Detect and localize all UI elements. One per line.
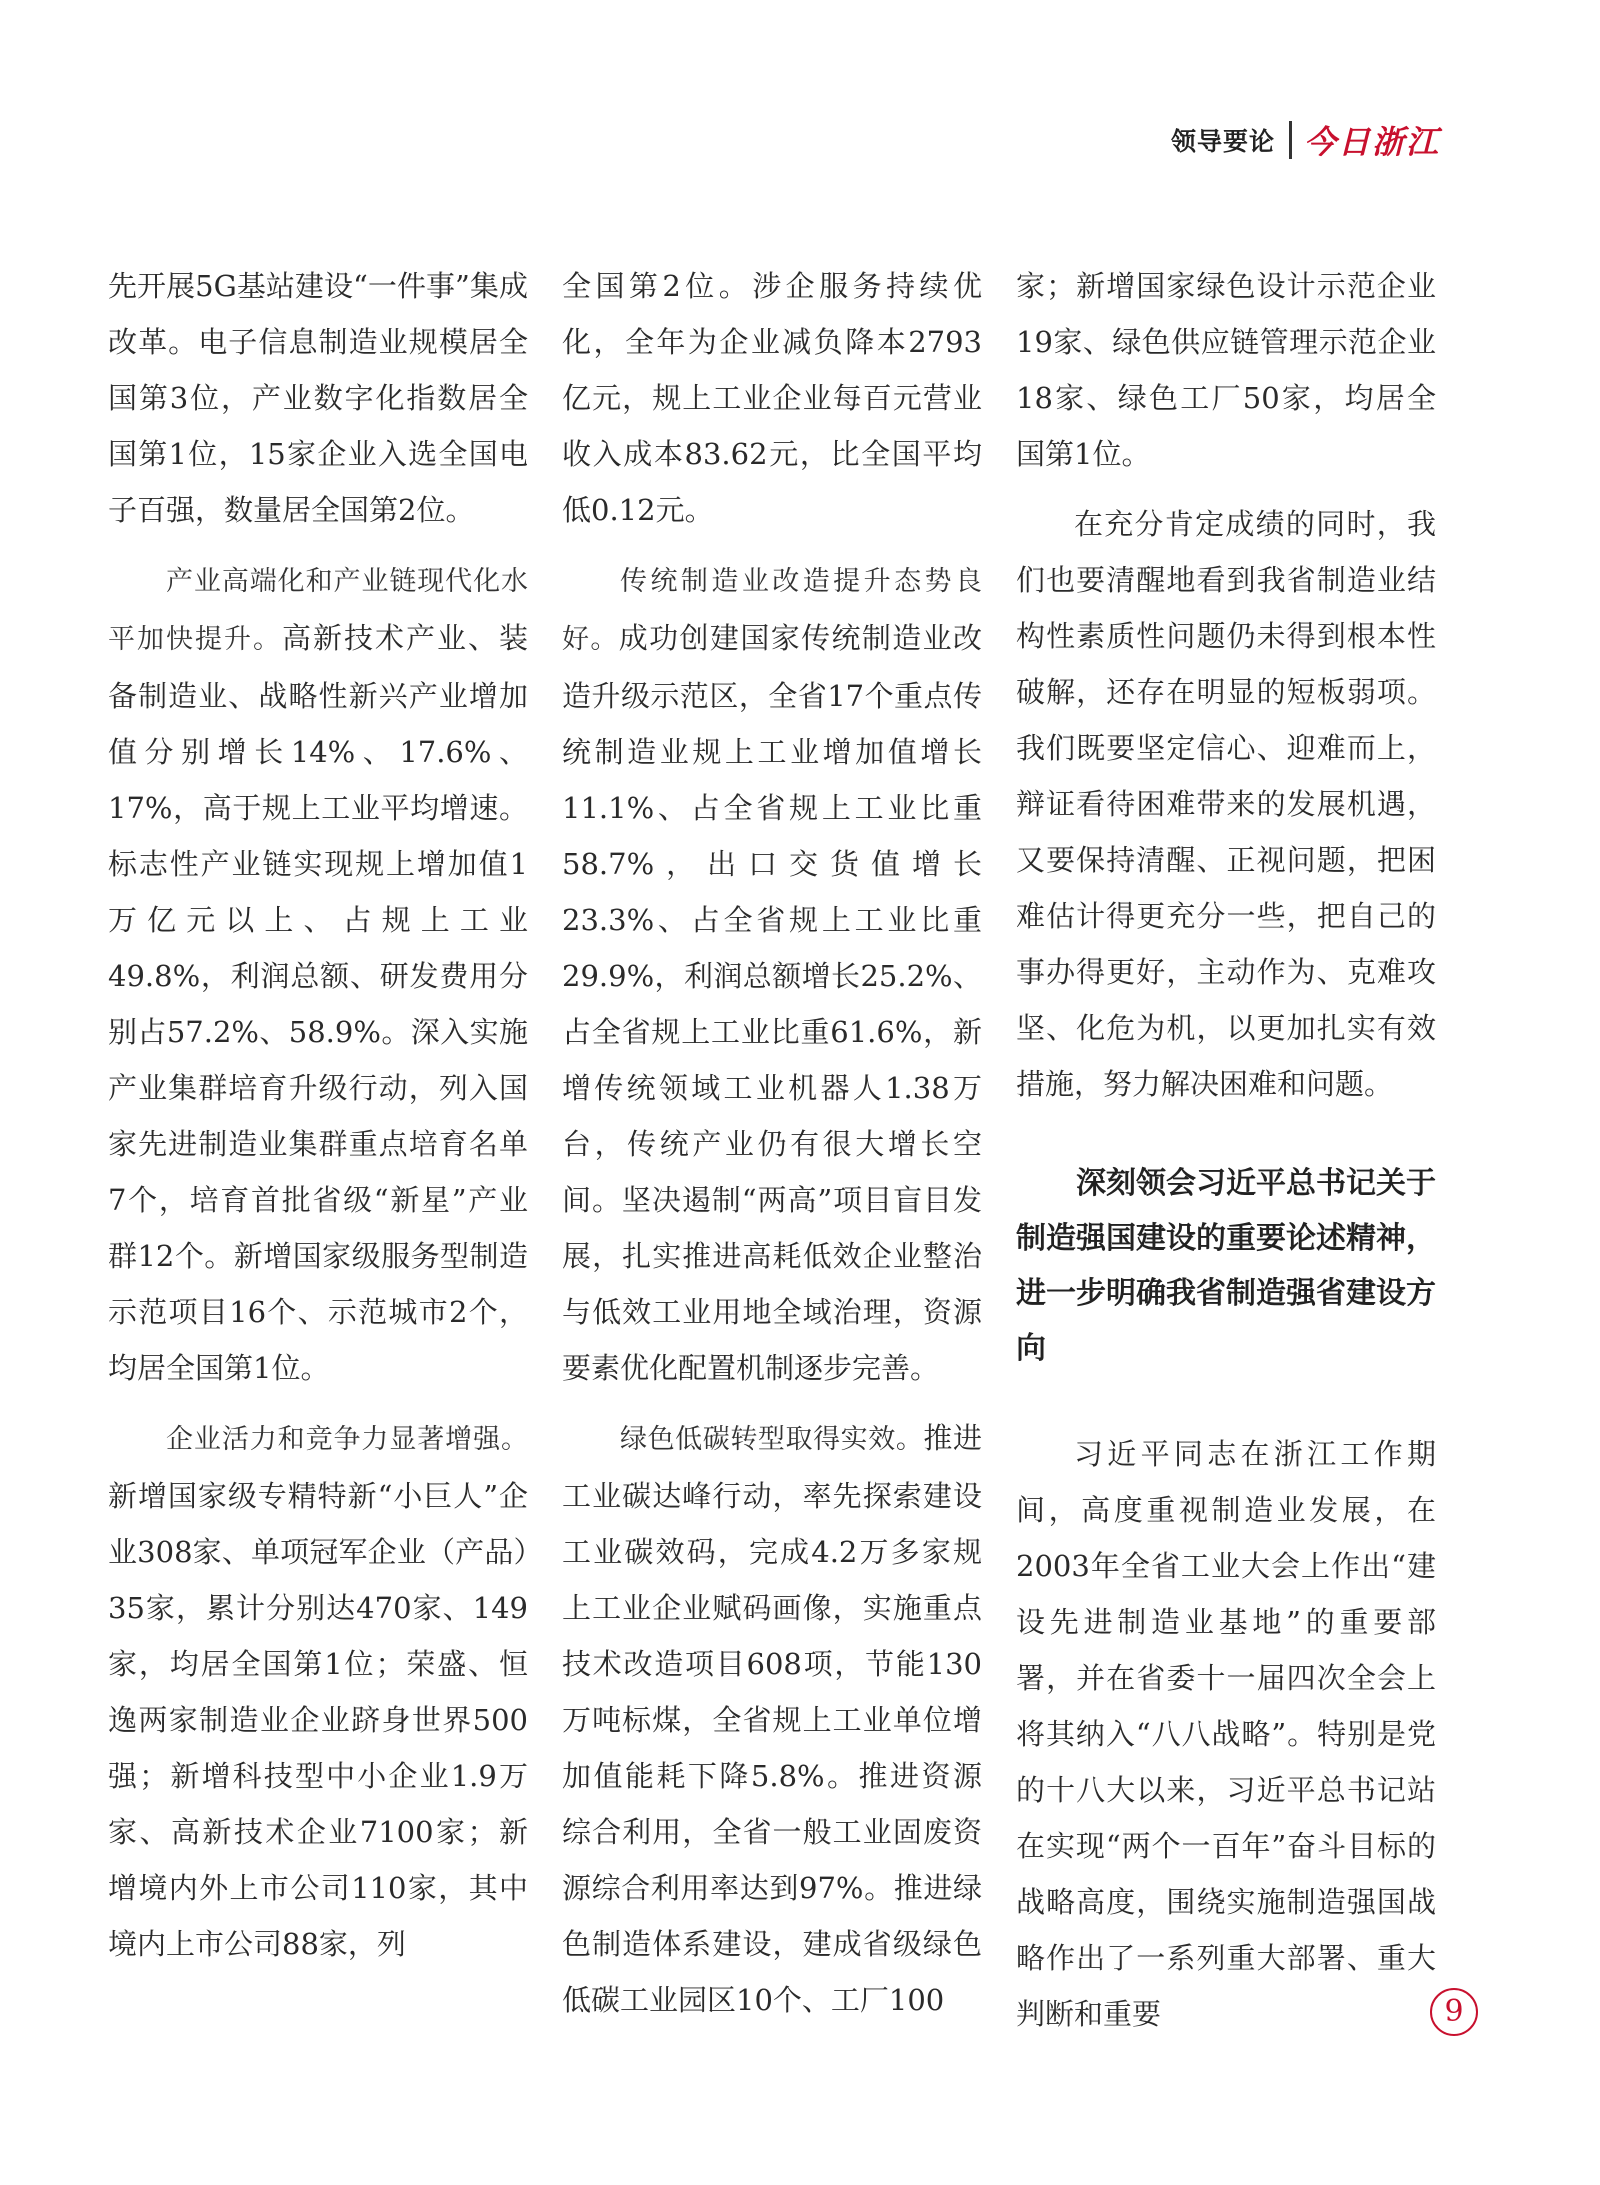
page-header [1171, 118, 1440, 162]
paragraph-lead: 绿色低碳转型取得实效。 [620, 1424, 924, 1455]
article-column-2 [562, 258, 982, 2028]
section-label: 领导要论 [1170, 127, 1275, 156]
paragraph: 习近平同志在浙江工作期间，高度重视制造业发展，在2003年全省工业大会上作出“建设先进制造业基地”的重要部署，并在省委十一届四次全会上将其纳入“八八战略”。特别是党的十八大以来，习近平总书记站在实现“两个一百年”奋斗目标的战略高度，围绕实施制造强国战略作出了一系列重大部署、重大判断和重要 [1016, 1437, 1436, 2031]
magazine-logo: 今日浙江 [1303, 123, 1440, 161]
paragraph: 全国第2位。涉企服务持续优化，全年为企业减负降本2793亿元，规上工业企业每百元营业收入成本83.62元，比全国平均低0.12元。 [562, 269, 982, 527]
article-column-3 [1016, 258, 1436, 2042]
paragraph: 先开展5G基站建设“一件事”集成改革。电子信息制造业规模居全国第3位，产业数字化指数居全国第1位，15家企业入选全国电子百强，数量居全国第2位。 [108, 269, 528, 527]
section-heading: 深刻领会习近平总书记关于制造强国建设的重要论述精神，进一步明确我省制造强省建设方向 [1016, 1166, 1436, 1366]
paragraph [108, 1410, 528, 1972]
paragraph: 家；新增国家绿色设计示范企业19家、绿色供应链管理示范企业18家、绿色工厂50家，均居全国第1位。 [1016, 269, 1436, 471]
paragraph-body: 成功创建国家传统制造业改造升级示范区，全省17个重点传统制造业规上工业增加值增长11.1%、占全省规上工业比重58.7%，出口交货值增长23.3%、占全省规上工业比重29.9%，利润总额增长25.2%、占全省规上工业比重61.6%，新增传统领域工业机器人1.38万台，传统产业仍有很大增长空间。坚决遏制“两高”项目盲目发展，扎实推进高耗低效企业整治与低效工业用地全域治理，资源要素优化配置机制逐步完善。 [562, 621, 982, 1385]
paragraph [562, 552, 982, 1396]
paragraph-body: 新增国家级专精特新“小巨人”企业308家、单项冠军企业（产品）35家，累计分别达470家、149家，均居全国第1位；荣盛、恒逸两家制造业企业跻身世界500强；新增科技型中小企业1.9万家、高新技术企业7100家；新增境内外上市公司110家，其中境内上市公司88家，列 [108, 1479, 528, 1961]
article-column-1 [108, 258, 528, 1972]
paragraph-body: 高新技术产业、装备制造业、战略性新兴产业增加值分别增长14%、17.6%、17%，高于规上工业平均增速。标志性产业链实现规上增加值1万亿元以上、占规上工业49.8%，利润总额、研发费用分别占57.2%、58.9%。深入实施产业集群培育升级行动，列入国家先进制造业集群重点培育名单7个，培育首批省级“新星”产业群12个。新增国家级服务型制造示范项目16个、示范城市2个，均居全国第1位。 [108, 621, 528, 1385]
header-divider [1289, 121, 1292, 159]
paragraph-body: 推进工业碳达峰行动，率先探索建设工业碳效码，完成4.2万多家规上工业企业赋码画像，实施重点技术改造项目608项，节能130万吨标煤，全省规上工业单位增加值能耗下降5.8%。推进资源综合利用，全省一般工业固废资源综合利用率达到97%。推进绿色制造体系建设，建成省级绿色低碳工业园区10个、工厂100 [562, 1421, 982, 2017]
paragraph-lead: 产业高端化和产业链现代化水平加快提升。 [108, 566, 528, 655]
paragraph [108, 552, 528, 1396]
page-number: 9 [1430, 1988, 1478, 2036]
paragraph-lead: 传统制造业改造提升态势良好。 [562, 566, 982, 655]
paragraph [562, 1410, 982, 2028]
paragraph-lead: 企业活力和竞争力显著增强。 [166, 1424, 528, 1455]
paragraph: 在充分肯定成绩的同时，我们也要清醒地看到我省制造业结构性素质性问题仍未得到根本性破解，还存在明显的短板弱项。我们既要坚定信心、迎难而上，辩证看待困难带来的发展机遇，又要保持清醒、正视问题，把困难估计得更充分一些，把自己的事办得更好，主动作为、克难攻坚、化危为机，以更加扎实有效措施，努力解决困难和问题。 [1016, 507, 1436, 1101]
